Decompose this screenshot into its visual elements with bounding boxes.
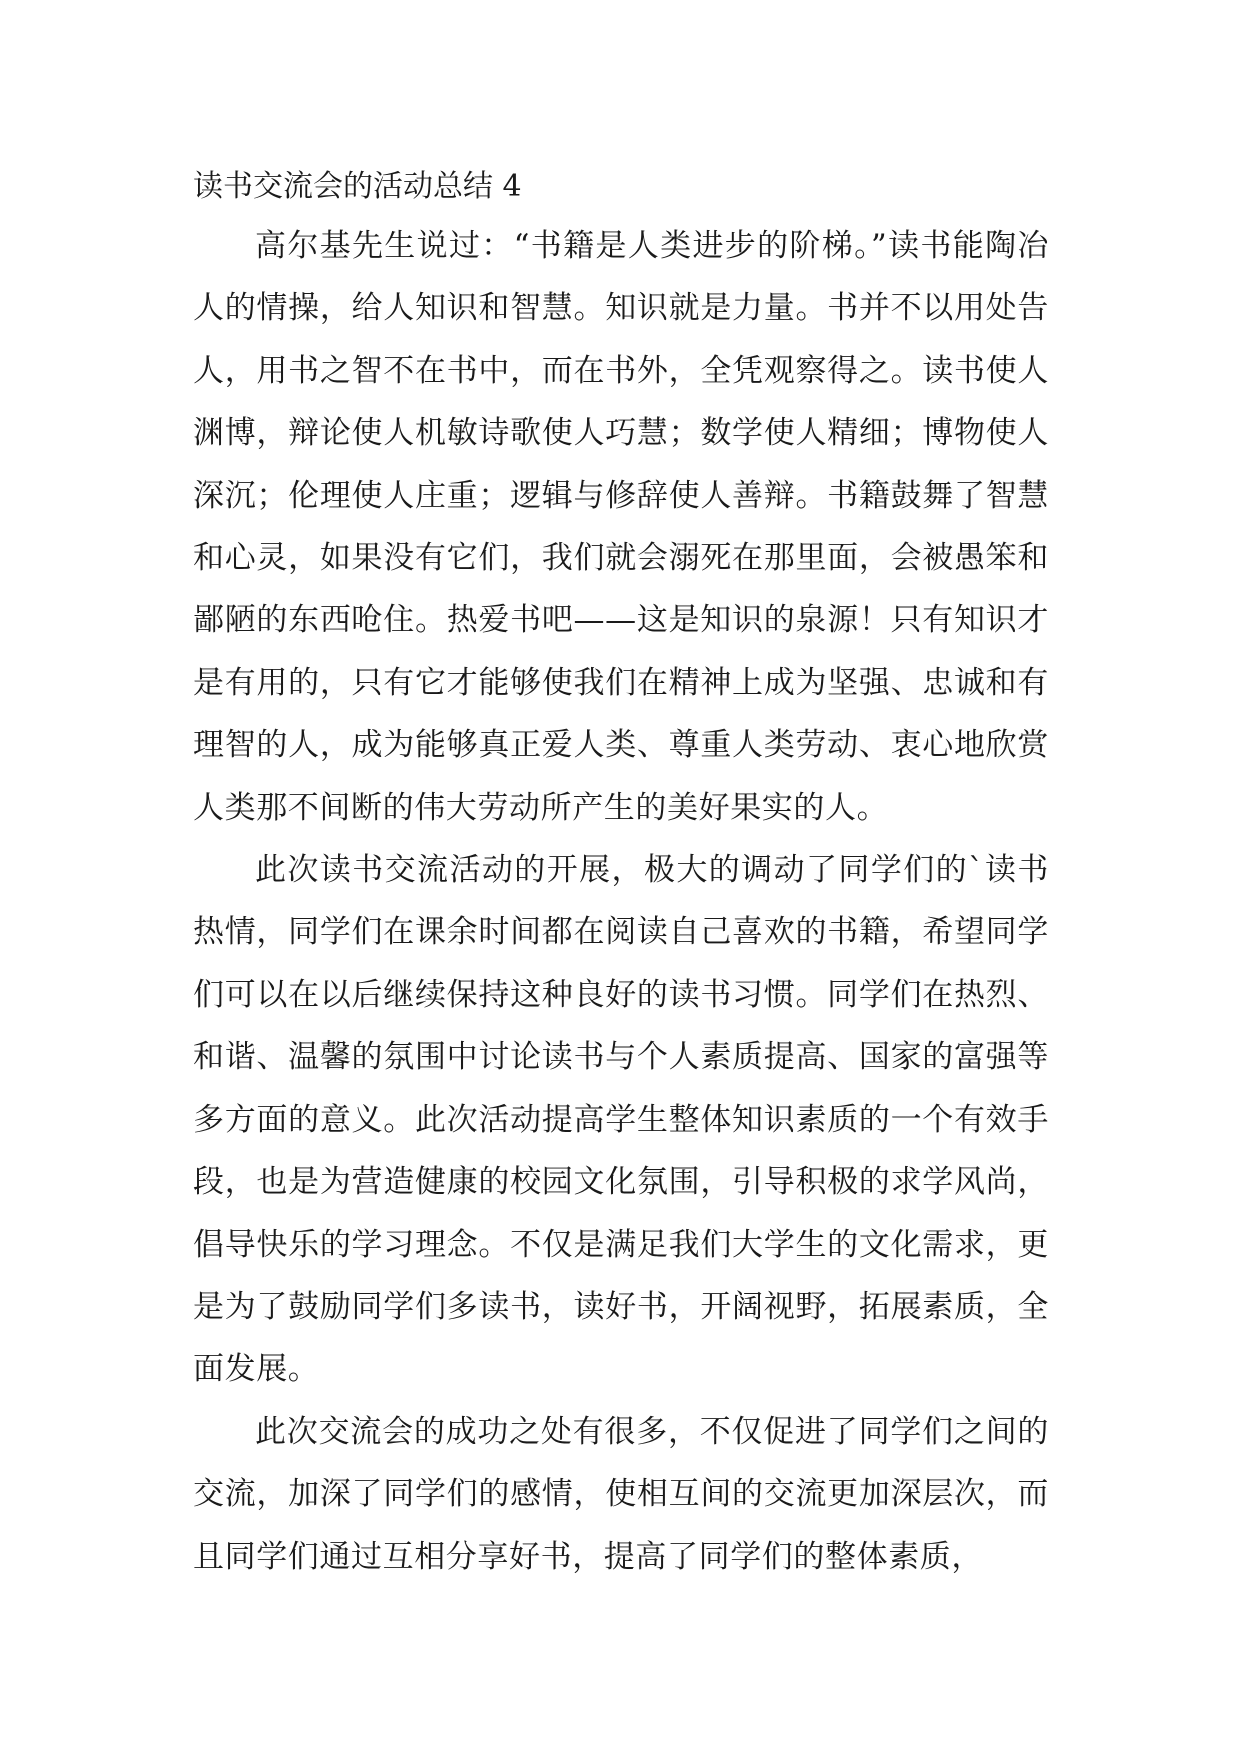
document-title: 读书交流会的活动总结 4 bbox=[193, 169, 522, 204]
paragraph-1: 高尔基先生说过：“书籍是人类进步的阶梯。”读书能陶冶人的情操，给人知识和智慧。知识就是力量。书并不以用处告人，用书之智不在书中，而在书外，全凭观察得之。读书使人渊博，辩论使人机敏诗歌使人巧慧；数学使人精细；博物使人深沉；伦理使人庄重；逻辑与修辞使人善辩。书籍鼓舞了智慧和心灵，如果没有它们，我们就会溺死在那里面，会被愚笨和鄙陋的东西呛住。热爱书吧——这是知识的泉源！只有知识才是有用的，只有它才能够使我们在精神上成为坚强、忠诚和有理智的人，成为能够真正爱人类、尊重人类劳动、衷心地欣赏人类那不间断的伟大劳动所产生的美好果实的人。 bbox=[193, 228, 1049, 826]
paragraph-2: 此次读书交流活动的开展，极大的调动了同学们的`读书热情，同学们在课余时间都在阅读自己喜欢的书籍，希望同学们可以在以后继续保持这种良好的读书习惯。同学们在热烈、和谐、温馨的氛围中讨论读书与个人素质提高、国家的富强等多方面的意义。此次活动提高学生整体知识素质的一个有效手段，也是为营造健康的校园文化氛围，引导积极的求学风尚，倡导快乐的学习理念。不仅是满足我们大学生的文化需求，更是为了鼓励同学们多读书，读好书，开阔视野，拓展素质，全面发展。 bbox=[193, 852, 1049, 1388]
document-body bbox=[193, 158, 1049, 1588]
paragraph-3: 此次交流会的成功之处有很多，不仅促进了同学们之间的交流，加深了同学们的感情，使相互间的交流更加深层次，而且同学们通过互相分享好书，提高了同学们的整体素质， bbox=[193, 1413, 1049, 1575]
